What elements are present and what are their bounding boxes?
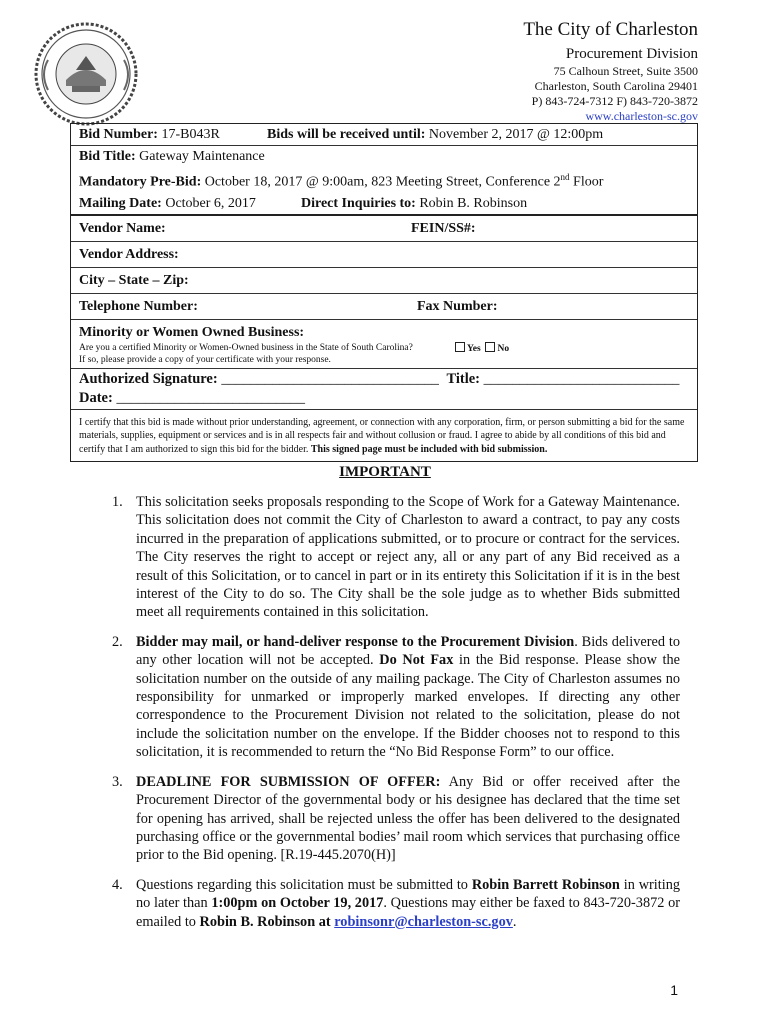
telephone-row[interactable] — [71, 294, 697, 320]
website-link[interactable]: www.charleston-sc.gov — [585, 109, 698, 123]
item-bold: DEADLINE FOR SUBMISSION OF OFFER: — [136, 773, 441, 790]
item-text: Any Bid or offer received after the Procurement Director of the governmental body or his designee has declared that the time set for opening has arrived, shall be rejected unless the offer has been delivered to the designated purchasing office or the governmental bodies’ mail room which services that purchasing office prior to the Bid opening. [R.19-445.2070(H)] — [136, 773, 680, 864]
signature-label: Authorized Signature: — [79, 370, 218, 387]
vendor-address-label: Vendor Address: — [79, 246, 179, 262]
item-end: . — [512, 913, 517, 930]
city-seal-logo — [32, 20, 140, 128]
signature-line[interactable]: ______________________________ — [221, 370, 439, 387]
vendor-name-label: Vendor Name: — [79, 220, 166, 236]
list-item — [112, 876, 680, 931]
item-number: 3. — [112, 773, 123, 790]
list-item — [112, 633, 680, 762]
address-line-2: Charleston, South Carolina 29401 — [534, 79, 698, 93]
minority-note: If so, please provide a copy of your certificate with your response. — [79, 354, 331, 365]
fein-label: FEIN/SS#: — [411, 220, 476, 236]
title-line[interactable]: ___________________________ — [483, 370, 680, 387]
page-number: 1 — [670, 982, 678, 998]
item-number: 2. — [112, 633, 123, 650]
prebid-sup: nd — [560, 172, 570, 182]
date-line[interactable]: __________________________ — [116, 389, 305, 406]
item-bold: Robin B. Robinson at — [199, 913, 331, 930]
minority-question: Are you a certified Minority or Women-Owned business in the State of South Carolina? — [79, 342, 413, 353]
inquiries-value: Robin B. Robinson — [419, 195, 528, 211]
important-heading: IMPORTANT — [339, 464, 431, 480]
item-text: in writing no later than — [136, 876, 681, 912]
vendor-address-row[interactable] — [71, 242, 697, 268]
item-number: 4. — [112, 876, 123, 893]
phone-fax: P) 843-724-7312 F) 843-720-3872 — [531, 94, 698, 108]
mailing-value: October 6, 2017 — [165, 195, 256, 211]
mailing-row — [71, 193, 697, 216]
mailing-label: Mailing Date: — [79, 195, 162, 211]
city-state-zip-label: City – State – Zip: — [79, 272, 189, 288]
vendor-name-row[interactable] — [71, 216, 697, 242]
bid-title-row — [71, 146, 697, 167]
item-text: This solicitation seeks proposals responding to the Scope of Work for a Gateway Maintenance. This solicitation does not commit the City of Charleston to award a contract, to pay any costs incurred in the preparation of applications submitted, or to procure or contract for the services. The City reserves the right to accept or reject any, all or any part of any Bid received as a result of this Solicitation, or to cancel in part or in its entirety this Solicitation if it is in the best interest of the City to do so. The City shall be the sole judge as to whether Bids submitted meet all requirements contained in this solicitation. — [136, 494, 680, 621]
bids-received-value: November 2, 2017 @ 12:00pm — [428, 127, 604, 142]
bid-title-value: Gateway Maintenance — [139, 149, 265, 164]
prebid-floor: Floor — [573, 174, 604, 190]
city-state-zip-row[interactable] — [71, 268, 697, 294]
item-bold: Robin Barrett Robinson — [471, 876, 620, 893]
item-bold: Bidder may mail, or hand-deliver response to the Procurement Division — [136, 633, 575, 650]
telephone-label: Telephone Number: — [79, 298, 198, 314]
title-label: Title: — [446, 370, 481, 387]
prebid-label: Mandatory Pre-Bid: — [79, 174, 202, 190]
item-bold: Do Not Fax — [379, 652, 454, 669]
instructions-list — [112, 493, 680, 942]
bid-title-label: Bid Title: — [79, 149, 136, 164]
bid-number-label: Bid Number: — [79, 127, 158, 142]
no-checkbox[interactable] — [485, 342, 495, 352]
minority-row — [71, 320, 697, 369]
bid-number-value: 17-B043R — [161, 127, 220, 142]
letterhead — [523, 18, 698, 124]
email-link[interactable]: robinsonr@charleston-sc.gov — [334, 913, 513, 930]
date-label: Date: — [79, 389, 113, 406]
minority-label: Minority or Women Owned Business: — [79, 324, 305, 340]
item-number: 1. — [112, 494, 123, 510]
item-text: in the Bid response. Please show the solicitation number on the outside of any mailing package. The City of Charleston assumes no responsibility for unmarked or improperly marked envelopes. If directing any other correspondence to the Procurement Division not related to the solicitation, please do not include the solicitation number on the envelope. If the Bidder chooses not to respond to this solicitation, it is recommended to return the “No Bid Response Form” to our office. — [136, 652, 681, 761]
yes-label: Yes — [467, 343, 481, 354]
certify-bold: This signed page must be included with bid submission. — [310, 443, 548, 455]
no-label: No — [497, 343, 510, 354]
division-name: Procurement Division — [565, 46, 698, 62]
bids-received-label: Bids will be received until: — [267, 127, 426, 142]
inquiries-label: Direct Inquiries to: — [301, 195, 416, 211]
bid-number-row — [71, 124, 697, 146]
certification-text — [71, 410, 697, 462]
item-text: Questions regarding this solicitation must be submitted to — [136, 876, 468, 893]
list-item — [112, 493, 680, 622]
bid-form — [70, 123, 698, 462]
item-bold: 1:00pm on October 19, 2017 — [211, 895, 384, 912]
item-text: . Questions may either be faxed to 843-720-3872 or emailed to — [136, 895, 680, 930]
prebid-value: October 18, 2017 @ 9:00am, 823 Meeting Street, Conference 2 — [204, 174, 561, 190]
address-line-1: 75 Calhoun Street, Suite 3500 — [553, 64, 698, 78]
city-name: The City of Charleston — [523, 19, 698, 40]
certify-body: I certify that this bid is made without prior understanding, agreement, or connection with any corporation, firm, or person submitting a bid for the same materials, supplies, equipment or services and is in all respects fair and without collusion or fraud. I agree to abide by all conditions of this bid and certify that I am authorized to sign this bid for the bidder. — [79, 416, 685, 455]
signature-row — [71, 369, 697, 410]
item-text: . Bids delivered to any other location will not be accepted. — [136, 633, 681, 669]
minority-options — [455, 342, 509, 355]
yes-checkbox[interactable] — [455, 342, 465, 352]
prebid-row — [71, 167, 697, 193]
fax-label: Fax Number: — [417, 298, 498, 314]
list-item — [112, 773, 680, 865]
